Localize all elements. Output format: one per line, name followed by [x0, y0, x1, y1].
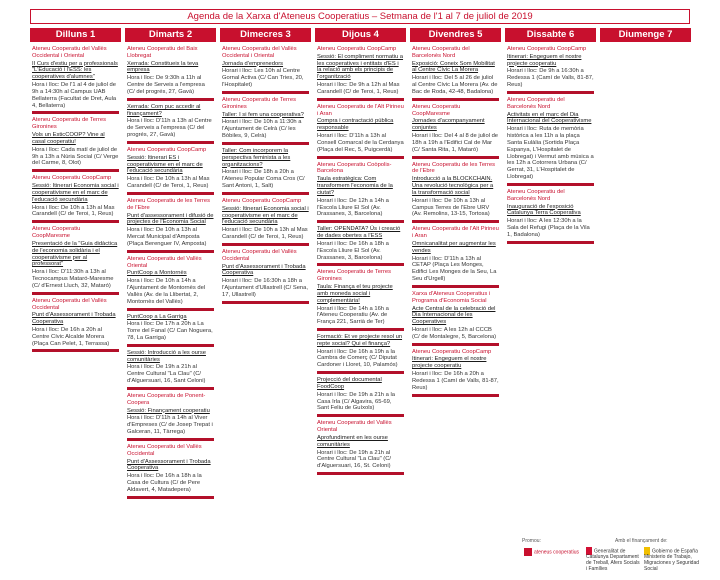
event-title: Acte Central de la celebració del Dia Internacional de les Cooperatives [412, 305, 496, 326]
event-title: Sessió: Itinerari Economia social i cooperativisme en el marc de l'educació secundària [32, 183, 119, 203]
day-events [125, 42, 216, 499]
day-column [125, 28, 216, 499]
event-item [32, 226, 119, 294]
event-divider [412, 220, 499, 223]
event-title: Punt d'assessorament i difusió de projectes de l'Economia Social [127, 212, 214, 226]
event-item [32, 298, 119, 353]
event-divider [412, 343, 499, 346]
event-title: Omnicanalitat per augmentar les vendes [412, 240, 496, 254]
event-details: Horari i lloc: De 16h a 19h a la Cambra de Comerç (C/ Diputat Cardoner i Lloret, 10, Palamós) [317, 348, 398, 369]
event-divider [412, 394, 499, 397]
day-header: Dijous 4 [315, 28, 406, 42]
event-divider [317, 220, 404, 223]
event-organizer: Ateneu Cooperatiu del Vallès Oriental [127, 255, 202, 269]
event-organizer: Ateneu Cooperatiu del Barcelonès Nord [507, 188, 565, 202]
event-item [222, 46, 309, 94]
event-divider [222, 243, 309, 246]
event-divider [507, 241, 594, 244]
event-title: Punt d'Assessorament i Trobada Cooperativa [127, 458, 211, 472]
day-events [30, 42, 121, 352]
event-item [32, 46, 119, 114]
event-organizer: Ateneu Cooperatiu de Terres Gironines [317, 269, 392, 283]
day-header: Dimarts 2 [125, 28, 216, 42]
event-title: Punt d'Assessorament i Trobada Cooperativa [32, 312, 116, 326]
event-divider [222, 142, 309, 145]
event-details: Hora i lloc: De 10h a 13h al Mas Carandell (C/ de Teroi, 1, Reus) [32, 204, 115, 218]
event-item [127, 104, 214, 144]
event-divider [317, 263, 404, 266]
event-title: Sessió: El compliment normatiu a les cooperatives i entitats d'ES i la relació amb els principis de l'organització [317, 53, 404, 81]
event-organizer: Ateneu Cooperatiu CoopMaresme [32, 226, 81, 240]
event-item [507, 46, 594, 94]
event-organizer: Ateneu Cooperatiu del Vallès Occidental i Oriental [222, 46, 297, 59]
event-organizer: Xarxa d'Ateneus Cooperatius i Programa d'Economia Social [412, 290, 491, 304]
day-header: Dimecres 3 [220, 28, 311, 42]
event-item [412, 162, 499, 224]
event-details: Horari i lloc: A les 12h al CCCB (C/ de Montalegre, 5, Barcelona) [412, 326, 497, 340]
event-title: Jornades d'acompanyament conjuntes [412, 118, 485, 132]
event-divider [127, 344, 214, 347]
event-title: II Curs d'estiu per a professionals "L'Educació i l'ESS: les cooperatives d'alumnes" [32, 60, 118, 81]
event-title: Sessió: Introducció a les ourse comunitàries [127, 349, 206, 363]
event-details: Hora i lloc: D'11h a 13h al Centre de Serveis a l'empresa (C/ del progrés, 27, Gavà) [127, 118, 212, 139]
event-organizer: Ateneu Cooperatiu del Vallès Occidental [32, 297, 107, 311]
event-item [317, 377, 404, 417]
event-item [412, 226, 499, 288]
event-divider [317, 414, 404, 417]
ministerio-logo: Gobierno de España Ministerio de Trabajo, Migraciones y Seguridad Social [644, 548, 700, 572]
event-organizer: Ateneu Cooperatiu CoopMaresme [412, 103, 461, 117]
event-details: Horari i lloc: D'11h a 13h al Consell Comarcal de la Cerdanya (Plaça del Rec, 5, Puigcerdà) [317, 133, 404, 153]
event-divider [317, 156, 404, 159]
event-details: Horari i lloc: De 12h a 14h a l'Escola Lliure El Sol (Av. Drassanes, 3, Barcelona) [317, 197, 389, 218]
event-divider [317, 98, 404, 101]
event-divider [412, 156, 499, 159]
event-details: Horari i lloc: De 10h a 13h al Campus Terres de l'Ebre URV (Av. Remolins, 13-15, Tortosa) [412, 197, 490, 218]
event-details: Hora i lloc: De 19h a 21h al Centre Cultural "La Clau" (C/ d'Alguersuari, 16, Sant Celoni) [127, 364, 206, 385]
event-title: Formació: Et ve projecte resol un repte social? Qui el finança? [317, 333, 403, 347]
event-item [317, 269, 404, 331]
event-organizer: Ateneu Cooperatiu del Vallès Occidental [127, 443, 202, 457]
event-item [222, 198, 309, 246]
event-details: Horari i lloc: Les 10h al Centre Gornal Activa (C/ Can Tries, 20, l'Hospitalet) [222, 68, 304, 89]
event-item [317, 104, 404, 159]
event-details: Hora i lloc: De 16h a 18h a la Casa de Cultura (C/ de Pere Aldavert, 4, Matadepera) [127, 473, 202, 493]
event-item [412, 291, 499, 346]
event-divider [412, 285, 499, 288]
event-divider [317, 328, 404, 331]
event-divider [412, 98, 499, 101]
event-organizer: Ateneu Cooperatiu del Barcelonès Nord [412, 46, 470, 59]
event-details: Hora i lloc: D'11h a 14h al Viver d'Empreses (C/ de Josep Trepat i Galceran, 11, Tàrrega) [127, 415, 213, 436]
event-details: Horari i lloc: Del 4 al 8 de juliol de 18h a 19h a l'Edifici Cal de Mar (C/ Santa Rita, 1, Mataró) [412, 133, 499, 153]
event-item [32, 175, 119, 223]
event-divider [127, 496, 214, 499]
event-item [317, 334, 404, 374]
event-item [32, 117, 119, 172]
weekly-agenda-grid [30, 28, 696, 528]
event-organizer: Ateneu Cooperatiu Coòpolis-Barcelona [317, 161, 392, 175]
event-title: Itinerari: Engeguem el nostre projecte cooperatiu [412, 356, 487, 370]
event-details: Hora i lloc: De 10h a 13h al Mercat Municipal d'Amposta (Plaça Berenguer IV, Amposta) [127, 227, 207, 247]
event-divider [32, 349, 119, 352]
event-item [127, 147, 214, 195]
event-details: Horari i lloc: Del 5 al 26 de juliol al Centre Cívic La Morera (Av. de Bac de Roda, 42-48, Badalona) [412, 75, 498, 95]
day-events [220, 42, 311, 304]
event-organizer: Ateneu Cooperatiu del Baix Llobregat [127, 46, 198, 59]
event-divider [127, 98, 214, 101]
event-details: Horari i lloc: De 19h a 21h a la Casa Irla (C/ Algavira, 65-69, Sant Feliu de Guíxols) [317, 391, 395, 412]
event-title: Punt d'Assessorament i Trobada Cooperativa [222, 263, 306, 277]
event-item [127, 198, 214, 253]
event-divider [32, 292, 119, 295]
event-item [317, 46, 404, 101]
event-title: Introducció a la BLOCKCHAIN. Una revolució tecnològica per a la transformació social [412, 176, 494, 196]
event-item [127, 46, 214, 101]
day-column [30, 28, 121, 352]
event-item [127, 350, 214, 390]
event-item [222, 249, 309, 304]
event-title: Jornada d'emprenedors [222, 60, 284, 67]
event-title: Sessió: Itinerari ES i cooperativisme en el marc de l'educació secundària [127, 154, 203, 175]
page-title: Agenda de la Xarxa d'Ateneus Cooperatius – Setmana de l'1 al 7 de juliol de 2019 [30, 9, 690, 24]
event-item [127, 314, 214, 347]
event-title: Xerrada: Com puc accedir al finançament? [127, 103, 201, 117]
event-divider [127, 250, 214, 253]
event-item [412, 104, 499, 159]
day-column [505, 28, 596, 244]
event-item [317, 162, 404, 224]
event-details: Hora i lloc: De l'1 al 4 de juliol de 9h a 14:30h al Campus UAB Bellaterra (Facultat de Dret, Aula 4, Bellaterra) [32, 82, 117, 109]
event-details: Hora i lloc: Cada matí de juliol de 9h a 13h a Nùria Social (C/ Verge del Carme, 8, Olot) [32, 146, 119, 167]
event-divider [317, 371, 404, 374]
day-column [220, 28, 311, 304]
event-organizer: Ateneu Cooperatiu de les Terres de l'Ebre [127, 197, 211, 211]
event-divider [127, 387, 214, 390]
event-item [412, 46, 499, 101]
event-organizer: Ateneu Cooperatiu CoopCamp [412, 348, 492, 355]
event-organizer: Ateneu Cooperatiu de Ponent-Coopera [127, 392, 206, 406]
event-title: Itinerari: Engeguem el nostre projecte cooperatiu [507, 53, 582, 67]
day-column [315, 28, 406, 475]
event-item [127, 444, 214, 499]
event-title: Taula: Finança el teu projecte amb moneda social i complementària! [317, 284, 393, 304]
day-header: Dilluns 1 [30, 28, 121, 42]
event-organizer: Ateneu Cooperatiu CoopCamp [507, 46, 587, 52]
event-item [127, 256, 214, 311]
event-title: Compra i contractació pública responsable [317, 118, 394, 132]
generalitat-logo: Generalitat de Catalunya Departament de Treball, Afers Socials i Famílies [586, 548, 640, 572]
event-organizer: Ateneu Cooperatiu del Vallès Oriental [317, 420, 392, 434]
event-title: Xerrada: Constitueix la teva empresa [127, 60, 199, 74]
event-details: Hora i lloc: De 17h a 20h a La Torre del Fanal (C/ Can Noguera, 78, La Garriga) [127, 321, 213, 341]
event-organizer: Ateneu Cooperatiu CoopCamp [127, 146, 207, 153]
event-divider [127, 438, 214, 441]
event-details: Hora i lloc: De 10h a 14h a l'Ajuntament de Montornès del Vallès (Av. de la Llibertat, 2, Montornès del Vallès) [127, 278, 206, 305]
event-details: Horari i lloc: De 10h a 13h al Mas Carandell (C/ de Teroi, 1, Reus) [222, 227, 308, 241]
event-item [317, 420, 404, 475]
day-column [600, 28, 691, 43]
event-title: Aprofundiment en les ourse comunitàries [317, 434, 388, 448]
event-title: Projecció del documental FoodCoop [317, 377, 382, 390]
event-item [222, 148, 309, 195]
promou-label: Promou: [522, 538, 541, 544]
event-organizer: Ateneu Cooperatiu CoopCamp [222, 197, 302, 204]
event-item [317, 226, 404, 266]
event-details: Horari i lloc: De 10h a 11:30h a l'Ajuntament de Celrà (C/ les Bòbiles, 9, Celrà) [222, 119, 302, 140]
event-title: Exposició: Coneix Som Mobilitat al Centre Cívic La Morera [412, 60, 495, 74]
ateneus-cooperatius-logo: ateneus cooperatius [524, 548, 584, 556]
event-title: Taller: I si fem una cooperativa? [222, 111, 304, 118]
event-divider [32, 169, 119, 172]
event-details: Horari i lloc: De 16h a 18h a l'Escola Lliure El Sol (Av. Drassanes, 3, Barcelona) [317, 240, 389, 261]
event-title: PuntCoop a La Garriga [127, 313, 187, 320]
day-header: Divendres 5 [410, 28, 501, 42]
event-organizer: Ateneu Cooperatiu de Terres Gironines [222, 96, 297, 110]
event-title: Sessió: Finançament cooperatiu [127, 407, 210, 414]
event-title: Inauguració de l'exposició Catalunya Terra Cooperativa [507, 203, 581, 217]
event-title: Taller: OPENDATA? Ús i creació de dades obertes a l'ESS [317, 226, 401, 240]
event-organizer: Ateneu Cooperatiu de l'Alt Pirineu i Aran [317, 103, 404, 117]
event-divider [32, 111, 119, 114]
event-item [507, 189, 594, 244]
event-organizer: Ateneu Cooperatiu del Vallès Occidental [222, 248, 297, 262]
event-divider [222, 192, 309, 195]
event-details: Horari i lloc: De 9h a 12h al Mas Carandell (C/ de Teroi, 1, Reus) [317, 82, 400, 95]
day-header: Dissabte 6 [505, 28, 596, 42]
event-details: Horari i lloc: A les 12:30h a la Sala del Refugi (Plaça de la Vila 1, Badalona) [507, 218, 590, 238]
event-details: Horari i lloc: De 18h a 20h a l'Ateneu Popular Coma Cros (C/ Sant Antoni, 1, Salt) [222, 169, 305, 190]
event-divider [32, 220, 119, 223]
day-events [315, 42, 406, 475]
event-divider [127, 141, 214, 144]
event-organizer: Ateneu Cooperatiu de l'Alt Pirineu i Aran [412, 226, 499, 240]
event-details: Hora i lloc: De 16h a 20h al Centre Cívic Alcalde Morera (Plaça Can Pelet, 1, Terrassa) [32, 326, 110, 347]
event-title: Activitats en el marc del Dia Internacional del Cooperativisme [507, 111, 592, 125]
day-events [600, 42, 691, 43]
event-details: Hora i lloc: D'11:30h a 13h al Tecnocampus Mataró-Maresme (C/ d'Ernest Lluch, 32, Mataró) [32, 269, 114, 289]
event-divider [222, 301, 309, 304]
ateneus-logo-icon [524, 548, 532, 556]
event-title: Presentació de la "Guia didàctica de l'economia solidària i el cooperativisme per al professorat" [32, 240, 118, 268]
event-divider [317, 472, 404, 475]
event-organizer: Ateneu Cooperatiu de les Terres de l'Ebre [412, 161, 496, 175]
event-details: Horari i lloc: Ruta de memòria històrica a les 11h a la plaça Santa Eulàlia (Sortida Plaça Espanya, L'Hospitalet de Llobregat) i Vermut amb música a les 12h a Cotorrera Urbana (C/ Gerrat, 31, L'Hospitalet de Llobregat) [507, 126, 594, 181]
event-item [507, 97, 594, 186]
event-details: Horari i lloc: De 16h a 20h a Redessa 1 (Camí de Valls, 81-87, Reus) [412, 371, 499, 391]
event-organizer: Ateneu Cooperatiu CoopCamp [317, 46, 397, 52]
day-events [410, 42, 501, 397]
event-item [412, 349, 499, 397]
event-organizer: Ateneu Cooperatiu del Vallès Occidental i Oriental [32, 46, 107, 59]
event-details: Horari i lloc: D'11h a 13h al CETAP (Plaça Les Monges, Edifici Les Monges de la Seu, La Seu d'Urgell) [412, 255, 497, 283]
event-title: PuntCoop a Montornès [127, 270, 187, 277]
event-divider [222, 91, 309, 94]
event-divider [507, 183, 594, 186]
event-details: Horari i lloc: De 14h a 16h a l'Ateneu Cooperatiu (Av. de França 221, Sarrià de Ter) [317, 305, 389, 326]
event-organizer: Ateneu Cooperatiu del Barcelonès Nord [507, 96, 565, 110]
event-title: Vols un EsticCOOP? Vine al casal cooperatiu! [32, 132, 105, 145]
event-details: Hora i lloc: De 10h a 13h al Mas Carandell (C/ de Teroi, 1, Reus) [127, 176, 210, 190]
event-title: Sessió: Itinerari Economia social i cooperativisme en el marc de l'educació secundària [222, 205, 309, 226]
event-details: Horari i lloc: De 19h a 21h al Centre Cultural "La Clau" (C/ d'Alguersuari, 16, St. Celoni) [317, 449, 392, 470]
event-divider [507, 91, 594, 94]
event-title: Taller: Com incorporem la perspectiva feminista a les organitzacions? [222, 147, 291, 168]
event-organizer: Ateneu Cooperatiu CoopCamp [32, 175, 112, 182]
event-details: Horari i lloc: De 9h a 16:30h a Redessa 1 (Camí de Valls, 81-87, Reus) [507, 68, 594, 89]
event-details: Horari i lloc: De 16:30h a 18h a l'Ajuntament d'Ullastrell (C/ Sena, 17, Ullastrell) [222, 278, 308, 298]
event-organizer: Ateneu Cooperatiu de Terres Gironines [32, 117, 107, 131]
finance-label: Amb el finançament de: [615, 538, 668, 544]
event-divider [127, 308, 214, 311]
event-item [222, 97, 309, 145]
event-item [127, 393, 214, 441]
footer [30, 538, 700, 578]
day-header: Diumenge 7 [600, 28, 691, 42]
event-divider [127, 192, 214, 195]
event-details: Hora i lloc: De 9:30h a 11h al Centre de Serveis a l'empresa (C/ del progrés, 27, Gavà) [127, 75, 205, 95]
day-column [410, 28, 501, 397]
day-events [505, 42, 596, 244]
event-title: Taula estratègica: Com transformem l'economia de la ciutat? [317, 176, 393, 196]
